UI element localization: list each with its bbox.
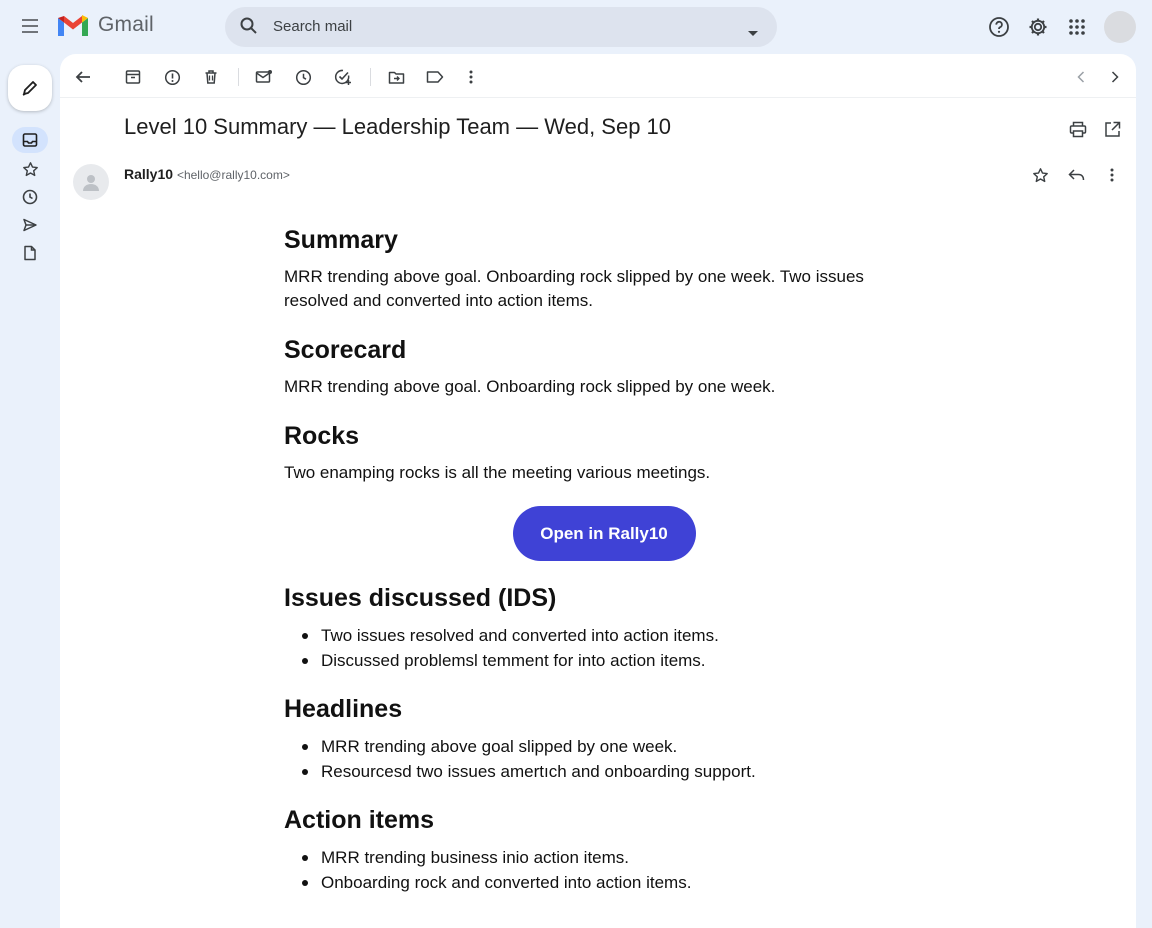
summary-text: MRR trending above goal. Onboarding rock slipped by one week. Two issues resolved and converted into action items. [284,267,864,310]
scorecard-heading: Scorecard [284,336,407,364]
action-items-list [284,845,924,895]
help-icon[interactable] [985,13,1013,41]
top-bar [0,0,1152,54]
action-items-heading: Action items [284,806,435,834]
sender-name[interactable]: Rally10 [124,166,174,182]
pencil-icon [20,78,40,98]
search-input[interactable]: Search mail [273,18,353,35]
apps-icon[interactable] [1063,13,1091,41]
reply-icon[interactable] [1063,162,1089,188]
nav-starred[interactable] [12,156,48,182]
gmail-logo[interactable] [56,12,154,38]
nav-drafts[interactable] [12,240,48,266]
summary-heading: Summary [284,226,398,254]
gmail-m-icon [56,12,90,38]
move-to-icon[interactable] [383,64,409,90]
newer-icon[interactable] [1068,64,1094,90]
email-subject: Level 10 Summary — Leadership Team — Wed, Sep 10 [124,114,672,139]
search-icon[interactable] [239,16,259,41]
draft-icon [23,245,37,261]
rocks-text: Two enamping rocks is all the meeting various meetings. [284,463,711,482]
archive-icon[interactable] [120,64,146,90]
nav-sent[interactable] [12,212,48,238]
add-task-icon[interactable] [330,64,356,90]
scorecard-text: MRR trending above goal. Onboarding rock slipped by one week. [284,377,776,396]
issues-list [284,623,924,673]
list-item: Resourcesd two issues amertıch and onboarding support. [284,759,924,784]
toolbar-divider [238,68,239,86]
more-vert-icon[interactable] [458,64,484,90]
label-icon[interactable] [422,64,448,90]
send-icon [22,217,38,233]
compose-button[interactable] [8,65,52,111]
open-in-rally10-button[interactable]: Open in Rally10 [513,506,696,561]
nav-snoozed[interactable] [12,184,48,210]
star-icon[interactable] [1027,162,1053,188]
sender-info [124,166,290,182]
sender-avatar[interactable] [73,164,109,200]
list-item: Onboarding rock and converted into action items. [284,870,924,895]
inbox-icon [22,132,38,148]
snooze-icon[interactable] [290,64,316,90]
back-arrow-icon[interactable] [70,64,96,90]
message-view [60,54,1136,928]
report-spam-icon[interactable] [159,64,185,90]
sender-email: <hello@rally10.com> [176,168,290,182]
person-icon [80,171,102,193]
clock-icon [22,189,38,205]
search-bar[interactable] [225,7,777,47]
older-icon[interactable] [1102,64,1128,90]
toolbar-divider [370,68,371,86]
headlines-heading: Headlines [284,695,403,723]
settings-icon[interactable] [1024,13,1052,41]
list-item: MRR trending business inio action items. [284,845,924,870]
nav-inbox[interactable] [12,127,48,153]
star-icon [22,161,39,178]
search-options-icon[interactable] [747,24,759,42]
account-avatar[interactable] [1104,11,1136,43]
list-item: MRR trending above goal slipped by one week. [284,734,924,759]
message-toolbar [60,54,1136,98]
list-item: Two issues resolved and converted into action items. [284,623,924,648]
email-body [284,226,924,895]
headlines-list [284,734,924,784]
list-item: Discussed problemsl temment for into action items. [284,648,924,673]
main-menu-icon[interactable] [14,10,46,42]
message-more-icon[interactable] [1099,162,1125,188]
app-name: Gmail [98,13,154,36]
mark-unread-icon[interactable] [251,64,277,90]
issues-heading: Issues discussed (IDS) [284,584,557,612]
delete-icon[interactable] [198,64,224,90]
rocks-heading: Rocks [284,422,360,450]
open-new-window-icon[interactable] [1099,116,1125,142]
print-icon[interactable] [1065,116,1091,142]
